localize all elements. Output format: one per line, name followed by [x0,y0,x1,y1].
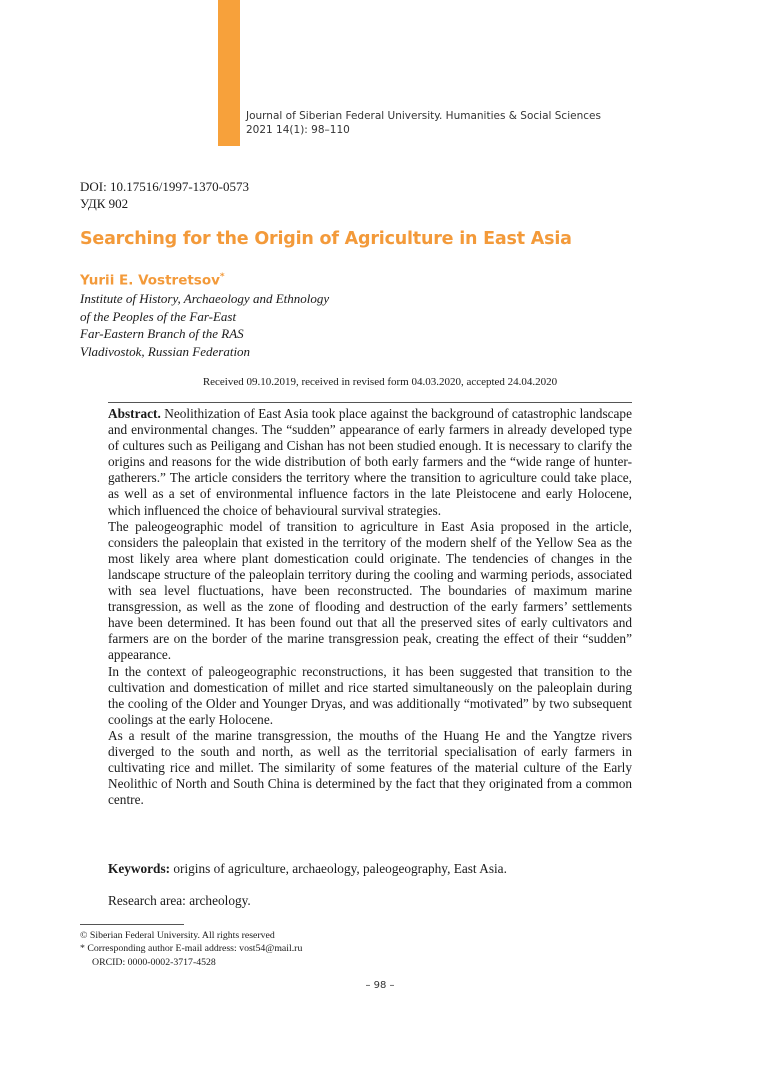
keywords [108,861,632,877]
footnote-divider [80,924,184,925]
abstract-text: Neolithization of East Asia took place against the background of catastrophic landscape and environmental changes. The “sudden” appearance of early farmers in already developed type of cultures such as Peiligang and Cishan has not been studied enough. It is necessary to clarify the origins and reasons for the wide distribution of both early farmers and the “wide range of hunter-gatherers.” The article considers the territory where the transition to agriculture could take place, as well as a set of environmental influence factors in the late Pleistocene and early Holocene, which influenced the choice of behavioural survival strategies. [108,406,632,518]
journal-header [246,110,601,137]
abstract-paragraph: In the context of paleogeographic reconstructions, it has been suggested that transition to the cultivation and domestication of millet and rice started simultaneously on the paleoplain during the cooling of the Older and Younger Dryas, and was additionally “motivated” by two subsequent coolings at the early Holocene. [108,663,632,727]
affiliation-line: Far-Eastern Branch of the RAS [80,326,244,341]
article-title: Searching for the Origin of Agriculture in East Asia [80,229,572,249]
affiliation [80,290,329,360]
doi: DOI: 10.17516/1997-1370-0573 [80,179,249,194]
corresponding-author-note: * Corresponding author E-mail address: vost54@mail.ru [80,943,303,955]
keywords-text: origins of agriculture, archaeology, paleogeography, East Asia. [173,861,507,876]
copyright-note: © Siberian Federal University. All rights reserved [80,930,275,941]
abstract-paragraph: The paleogeographic model of transition to agriculture in East Asia proposed in the article, considers the paleoplain that existed in the territory of the modern shelf of the Yellow Sea as the most likely area where plant domestication could originate. The tendencies of changes in the landscape structure of the paleoplain territory during the cooling and warming periods, associated with sea level fluctuations, have been reconstructed. The boundaries of maximum marine transgression, as well as the zone of flooding and destruction of the early farmers’ settlements have been determined. It has been found out that all the preserved sites of early cultivators and farmers are on the border of the marine transgression peak, creating the effect of their “sudden” appearance. [108,518,632,663]
research-area: Research area: archeology. [108,893,251,908]
abstract-paragraph [108,406,632,519]
keywords-label: Keywords: [108,861,171,876]
author-name: Yurii E. Vostretsov [80,272,220,289]
affiliation-line: Institute of History, Archaeology and Ethnology [80,291,330,306]
abstract-divider [108,402,632,403]
affiliation-line: Vladivostok, Russian Federation [80,343,251,359]
journal-issue: 2021 14(1): 98–110 [246,123,350,136]
article-identifiers [80,178,249,212]
abstract-label: Abstract. [108,406,161,421]
footnotes [80,929,302,969]
received-dates: Received 09.10.2019, received in revised form 04.03.2020, accepted 24.04.2020 [202,376,558,388]
page-number: – 98 – [365,980,395,991]
author-footnote-mark: * [219,272,225,282]
author-line [80,272,225,289]
abstract [108,406,632,808]
udk: УДК 902 [80,196,129,211]
orcid-note: ORCID: 0000-0002-3717-4528 [92,956,216,968]
header-accent-bar [218,0,240,146]
journal-name: Journal of Siberian Federal University. Humanities & Social Sciences [246,110,601,122]
affiliation-line: of the Peoples of the Far-East [80,308,237,324]
abstract-paragraph: As a result of the marine transgression, the mouths of the Huang He and the Yangtze rivers diverged to the south and north, as well as the territorial specialisation of early farmers in cultivating rice and millet. The similarity of some features of the material culture of the Early Neolithic of North and South China is determined by the fact that they originated from a common centre. [108,727,632,808]
